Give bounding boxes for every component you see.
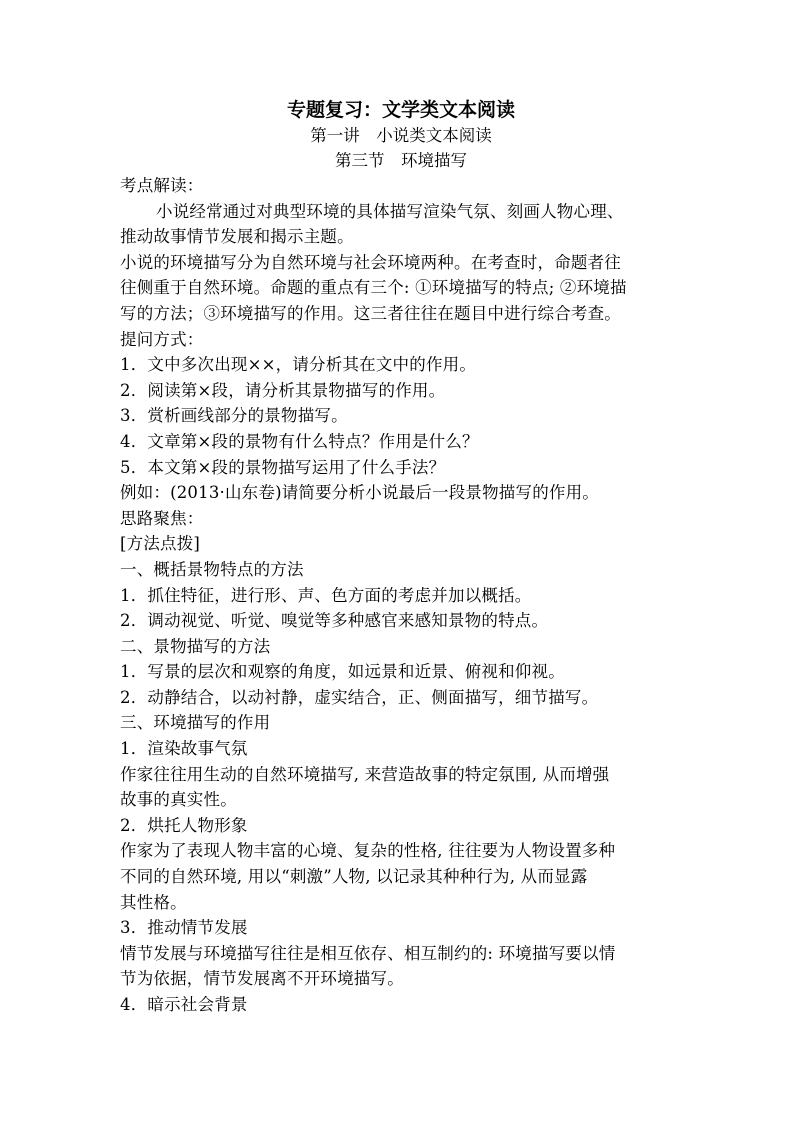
document-page [120, 97, 682, 1018]
document-title: 专题复习：文学类文本阅读 [286, 99, 515, 121]
text-line: 3．赏析画线部分的景物描写。 [120, 406, 348, 426]
text-line: 故事的真实性。 [120, 790, 237, 810]
text-line: 不同的自然环境, 用以“刺激”人物, 以记录其种种行为, 从而显露 [120, 867, 588, 887]
text-line: 2．阅读第×段，请分析其景物描写的作用。 [120, 380, 446, 400]
text-line: 推动故事情节发展和揭示主题。 [120, 227, 354, 247]
text-line: 2．动静结合，以动衬静，虚实结合，正、侧面描写，细节描写。 [120, 687, 599, 707]
text-line: 三、环境描写的作用 [120, 713, 271, 733]
text-line: 作家往往用生动的自然环境描写, 来营造故事的特定氛围, 从而增强 [120, 764, 610, 784]
text-line: 情节发展与环境描写往往是相互依存、相互制约的: 环境描写要以情 [120, 943, 616, 963]
text-line: 写的方法；③环境描写的作用。这三者往往在题目中进行综合考查。 [120, 303, 621, 323]
text-line: 提问方式： [120, 329, 204, 349]
text-line: 4．暗示社会背景 [120, 995, 248, 1014]
text-line: 5．本文第×段的景物描写运用了什么手法？ [120, 457, 446, 477]
text-line: 二、景物描写的方法 [120, 636, 271, 656]
text-line: 其性格。 [120, 892, 187, 912]
text-line: [方法点拨] [120, 534, 201, 554]
text-line: 小说经常通过对典型环境的具体描写渲染气氛、刻画人物心理、 [156, 201, 624, 221]
text-line: 例如：(2013·山东卷)请简要分析小说最后一段景物描写的作用。 [120, 483, 600, 503]
text-line: 1．抓住特征，进行形、声、色方面的考虑并加以概括。 [120, 585, 532, 605]
text-line: 作家为了表现人物丰富的心境、复杂的性格, 往往要为人物设置多种 [120, 841, 616, 861]
text-line: 3．推动情节发展 [120, 918, 248, 938]
text-line: 考点解读： [120, 176, 204, 195]
text-line: 2．烘托人物形象 [120, 815, 248, 835]
text-line: 1．写景的层次和观察的角度，如远景和近景、俯视和仰视。 [120, 662, 565, 682]
text-line: 往侧重于自然环境。命题的重点有三个: ①环境描写的特点; ②环境描 [120, 278, 627, 298]
text-line: 1．文中多次出现××，请分析其在文中的作用。 [120, 355, 477, 375]
lecture-heading: 第一讲 小说类文本阅读 [310, 126, 492, 145]
body-text [120, 173, 682, 1018]
text-line: 节为依据，情节发展离不开环境描写。 [120, 969, 404, 989]
text-line: 1．渲染故事气氛 [120, 739, 248, 759]
text-line: 一、概括景物特点的方法 [120, 559, 304, 579]
text-line: 小说的环境描写分为自然环境与社会环境两种。在考查时，命题者往 [120, 252, 621, 272]
text-line: 思路聚焦： [120, 508, 204, 528]
text-line: 4．文章第×段的景物有什么特点？作用是什么？ [120, 431, 479, 451]
section-heading: 第三节 环境描写 [335, 151, 467, 170]
text-line: 2．调动视觉、听觉、嗅觉等多种感官来感知景物的特点。 [120, 611, 549, 631]
